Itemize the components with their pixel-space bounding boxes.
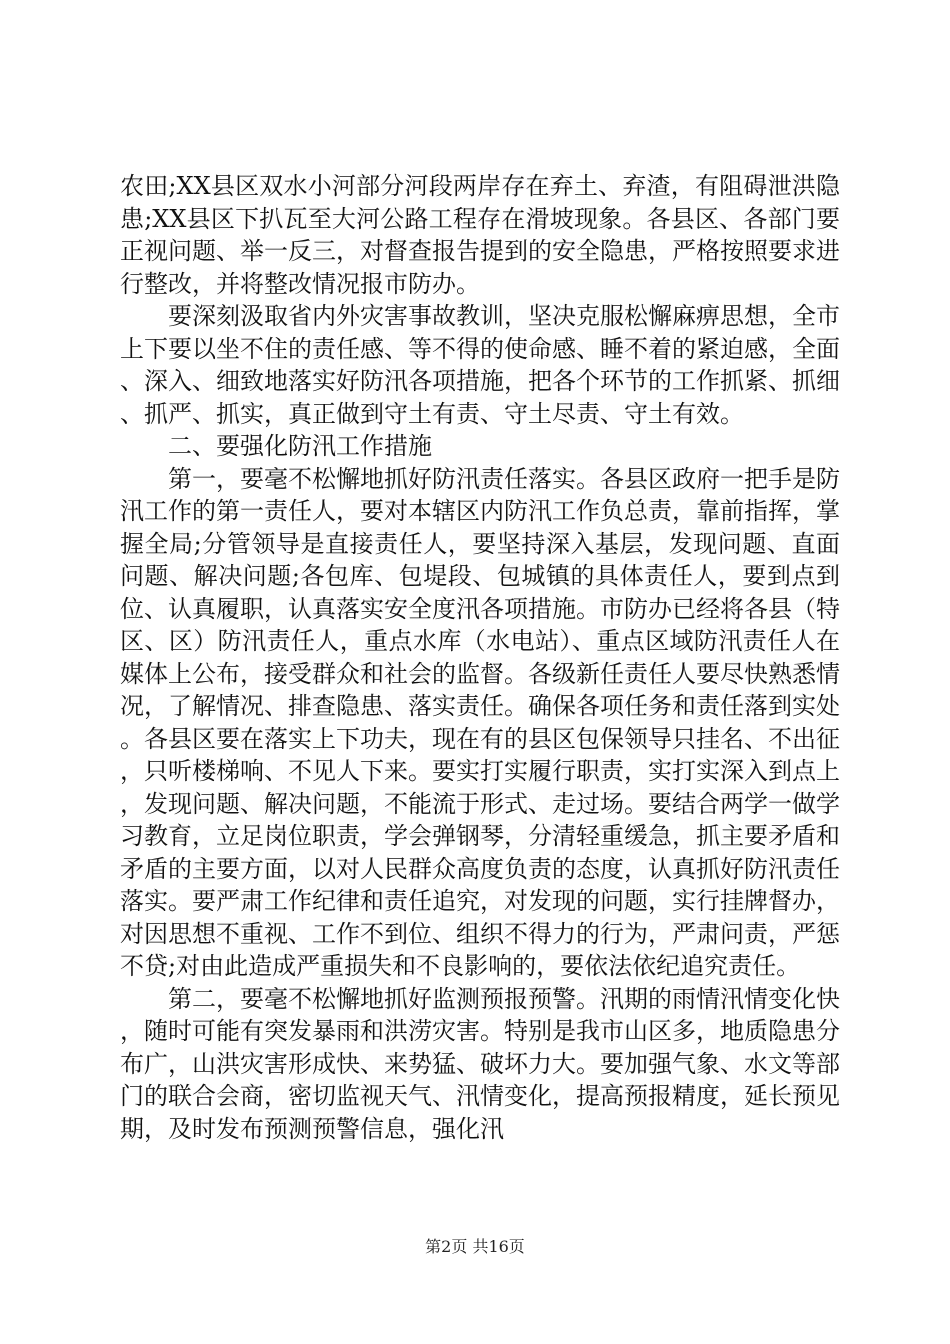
document-body: [120, 170, 840, 1145]
paragraph-1: 农田;XX县区双水小河部分河段两岸存在弃土、弃渣，有阻碍泄洪隐患;XX县区下扒瓦至大河公路工程存在滑坡现象。各县区、各部门要正视问题、举一反三，对督查报告提到的安全隐患，严格按照要求进行整改，并将整改情况报市防办。: [120, 172, 840, 298]
section-heading: 二、要强化防汛工作措施: [168, 432, 432, 460]
paragraph-3: 第一，要毫不松懈地抓好防汛责任落实。各县区政府一把手是防汛工作的第一责任人，要对本辖区内防汛工作负总责，靠前指挥，掌握全局;分管领导是直接责任人，要坚持深入基层，发现问题、直面问题、解决问题;各包库、包堤段、包城镇的具体责任人，要到点到位、认真履职，认真落实安全度汛各项措施。市防办已经将各县（特区、区）防汛责任人，重点水库（水电站）、重点区域防汛责任人在媒体上公布，接受群众和社会的监督。各级新任责任人要尽快熟悉情况，了解情况、排查隐患、落实责任。确保各项任务和责任落到实处。各县区要在落实上下功夫，现在有的县区包保领导只挂名、不出征，只听楼梯响、不见人下来。要实打实履行职责，实打实深入到点上，发现问题、解决问题，不能流于形式、走过场。要结合两学一做学习教育，立足岗位职责，学会弹钢琴，分清轻重缓急，抓主要矛盾和矛盾的主要方面，以对人民群众高度负责的态度，认真抓好防汛责任落实。要严肃工作纪律和责任追究，对发现的问题，实行挂牌督办，对因思想不重视、工作不到位、组织不得力的行为，严肃问责，严惩不贷;对由此造成严重损失和不良影响的，要依法依纪追究责任。: [120, 464, 840, 980]
paragraph-4: 第二，要毫不松懈地抓好监测预报预警。汛期的雨情汛情变化快，随时可能有突发暴雨和洪涝灾害。特别是我市山区多，地质隐患分布广，山洪灾害形成快、来势猛、破坏力大。要加强气象、水文等部门的联合会商，密切监视天气、汛情变化，提高预报精度，延长预见期，及时发布预测预警信息，强化汛: [120, 984, 840, 1143]
page-number-footer: 第2页 共16页: [425, 1237, 525, 1256]
paragraph-2: 要深刻汲取省内外灾害事故教训，坚决克服松懈麻痹思想，全市上下要以坐不住的责任感、等不得的使命感、睡不着的紧迫感，全面、深入、细致地落实好防汛各项措施，把各个环节的工作抓紧、抓细、抓严、抓实，真正做到守土有责、守土尽责、守土有效。: [120, 302, 840, 428]
